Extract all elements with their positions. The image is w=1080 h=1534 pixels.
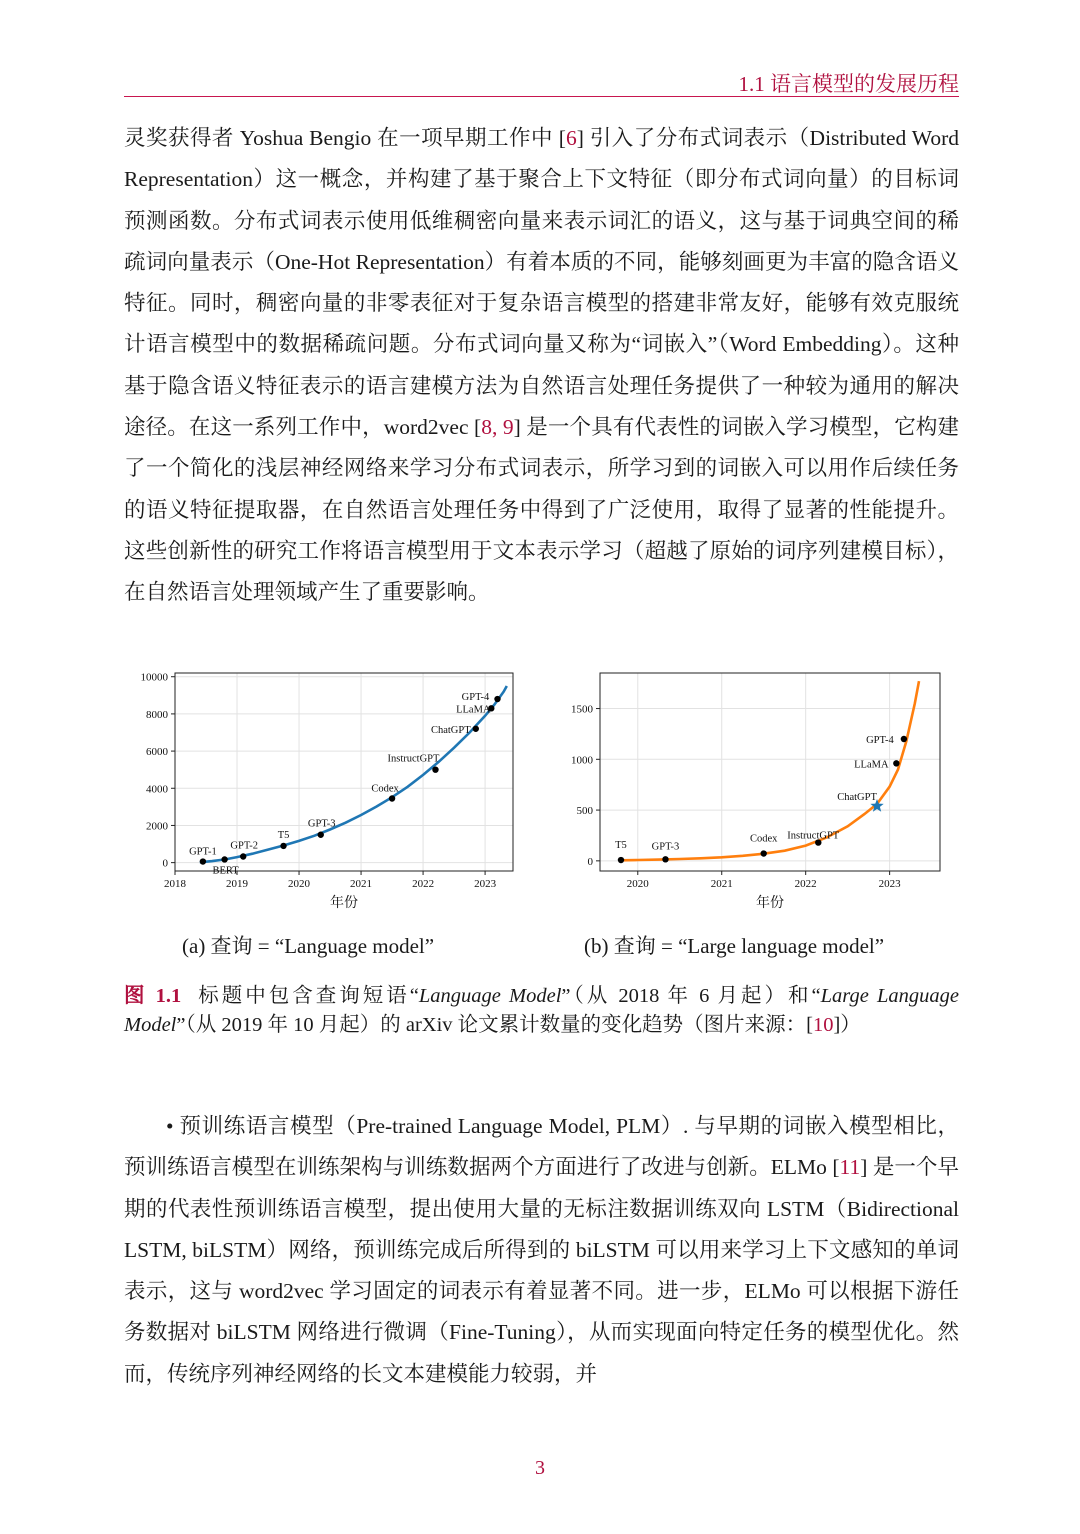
data-label-chatgpt: ChatGPT: [837, 792, 877, 804]
data-point-llama: [893, 760, 899, 766]
y-tick-label: 500: [576, 805, 593, 818]
y-tick-label: 1000: [571, 754, 593, 767]
data-point-gpt-1: [200, 858, 206, 864]
data-point-codex: [761, 850, 767, 856]
data-label-instructgpt: InstructGPT: [387, 753, 440, 765]
data-point-t5: [280, 843, 286, 849]
data-label-llama: LLaMA: [456, 704, 491, 716]
figure-caption: 图 1.1 标题中包含查询短语“Language Model”（从 2018 年 6 月起）和“Large Language Model”（从 2019 年 10 月起）的 arXiv 论文累计数量的变化趋势（图片来源：[10]）: [124, 985, 960, 1036]
data-label-llama: LLaMA: [854, 759, 889, 771]
citation-link[interactable]: 8, 9: [481, 415, 514, 440]
data-label-gpt-1: GPT-1: [189, 846, 217, 858]
y-tick-label: 10000: [140, 671, 168, 684]
y-tick-label: 8000: [146, 708, 168, 721]
data-point-gpt-3: [662, 856, 668, 862]
y-tick-label: 4000: [146, 783, 168, 796]
data-label-gpt-4: GPT-4: [866, 735, 894, 746]
data-label-gpt-4: GPT-4: [461, 692, 490, 704]
x-axis-label: 年份: [330, 896, 358, 911]
data-point-bert: [221, 856, 227, 862]
data-point-instructgpt: [432, 766, 438, 772]
x-tick-label: 2021: [350, 878, 373, 890]
data-label-t5: T5: [615, 840, 627, 852]
x-tick-label: 2022: [794, 878, 817, 890]
y-tick-label: 6000: [146, 746, 168, 759]
x-tick-label: 2022: [412, 878, 435, 890]
subcaption-b: (b) 查询 = “Large language model”: [584, 934, 885, 958]
citation-link[interactable]: 6: [565, 126, 577, 150]
y-tick-label: 0: [162, 857, 168, 870]
citation-link[interactable]: 11: [839, 1155, 861, 1180]
subcaption-a: (a) 查询 = “Language model”: [182, 934, 435, 958]
data-label-chatgpt: ChatGPT: [430, 724, 471, 736]
data-point-gpt-3: [318, 832, 324, 838]
data-point-gpt-4: [901, 736, 907, 742]
data-label-gpt-3: GPT-3: [651, 841, 680, 853]
chart-large-language-model: [555, 665, 955, 915]
page-number: 3: [535, 1457, 545, 1479]
data-label-instructgpt: InstructGPT: [787, 830, 840, 842]
citation-link[interactable]: 10: [812, 1014, 834, 1036]
body-paragraph-1: 灵奖获得者 Yoshua Bengio 在一项早期工作中 [6] 引入了分布式词表示（Distributed Word Representation）这一概念，并构建了基于聚合上下文特征（即分布式词向量）的目标词预测函数。分布式词表示使用低维稠密向量来表示词汇的语义，这与基于词典空间的稀疏词向量表示（One-Hot Representation）有着本质的不同，能够刻画更为丰富的隐含语义特征。同时，稠密向量的非零表征对于复杂语言模型的搭建非常友好，能够有效克服统计语言模型中的数据稀疏问题。分布式词向量又称为“词嵌入”（Word Embedding）。这种基于隐含语义特征表示的语言建模方法为自然语言处理任务提供了一种较为通用的解决途径。在这一系列工作中，word2vec [8, 9] 是一个具有代表性的词嵌入学习模型，它构建了一个简化的浅层神经网络来学习分布式词表示，所学习到的词嵌入可以用作后续任务的语义特征提取器，在自然语言处理任务中得到了广泛使用，取得了显著的性能提升。这些创新性的研究工作将语言模型用于文本表示学习（超越了原始的词序列建模目标），在自然语言处理领域产生了重要影响。: [124, 126, 960, 605]
section-title: 1.1 语言模型的发展历程: [738, 72, 959, 96]
data-label-codex: Codex: [371, 783, 399, 795]
x-tick-label: 2019: [226, 878, 249, 890]
x-tick-label: 2018: [164, 878, 186, 890]
data-point-t5: [618, 857, 624, 863]
x-tick-label: 2020: [626, 878, 649, 890]
data-label-codex: Codex: [749, 833, 778, 845]
data-label-gpt-3: GPT-3: [307, 818, 336, 830]
data-point-gpt-2: [240, 853, 246, 859]
data-label-bert: BERT: [212, 865, 239, 877]
x-tick-label: 2021: [710, 878, 733, 890]
data-point-chatgpt: [473, 726, 479, 732]
y-tick-label: 0: [587, 855, 593, 868]
x-tick-label: 2023: [474, 878, 497, 890]
data-label-gpt-2: GPT-2: [230, 840, 259, 852]
x-tick-label: 2023: [878, 878, 901, 890]
y-tick-label: 2000: [146, 820, 168, 833]
running-header: [124, 66, 959, 97]
y-tick-label: 1500: [571, 703, 593, 716]
x-tick-label: 2020: [288, 878, 311, 890]
x-axis-label: 年份: [756, 896, 784, 911]
data-point-gpt-4: [494, 696, 500, 702]
body-paragraph-2: • 预训练语言模型（Pre-trained Language Model, PLM）. 与早期的词嵌入模型相比，预训练语言模型在训练架构与训练数据两个方面进行了改进与创新。ELMo [11] 是一个早期的代表性预训练语言模型，提出使用大量的无标注数据训练双向 LSTM（Bidirectional LSTM, biLSTM）网络，预训练完成后所得到的 biLSTM 可以用来学习上下文感知的单词表示，这与 word2vec 学习固定的词表示有着显著不同。进一步，ELMo 可以根据下游任务数据对 biLSTM 网络进行微调（Fine-Tuning），从而实现面向特定任务的模型优化。然而，传统序列神经网络的长文本建模能力较弱，并: [124, 1114, 959, 1386]
figure-label: 图 1.1: [124, 985, 182, 1007]
data-label-t5: T5: [277, 829, 290, 841]
chart-language-model: [125, 665, 525, 915]
data-point-codex: [389, 795, 395, 801]
